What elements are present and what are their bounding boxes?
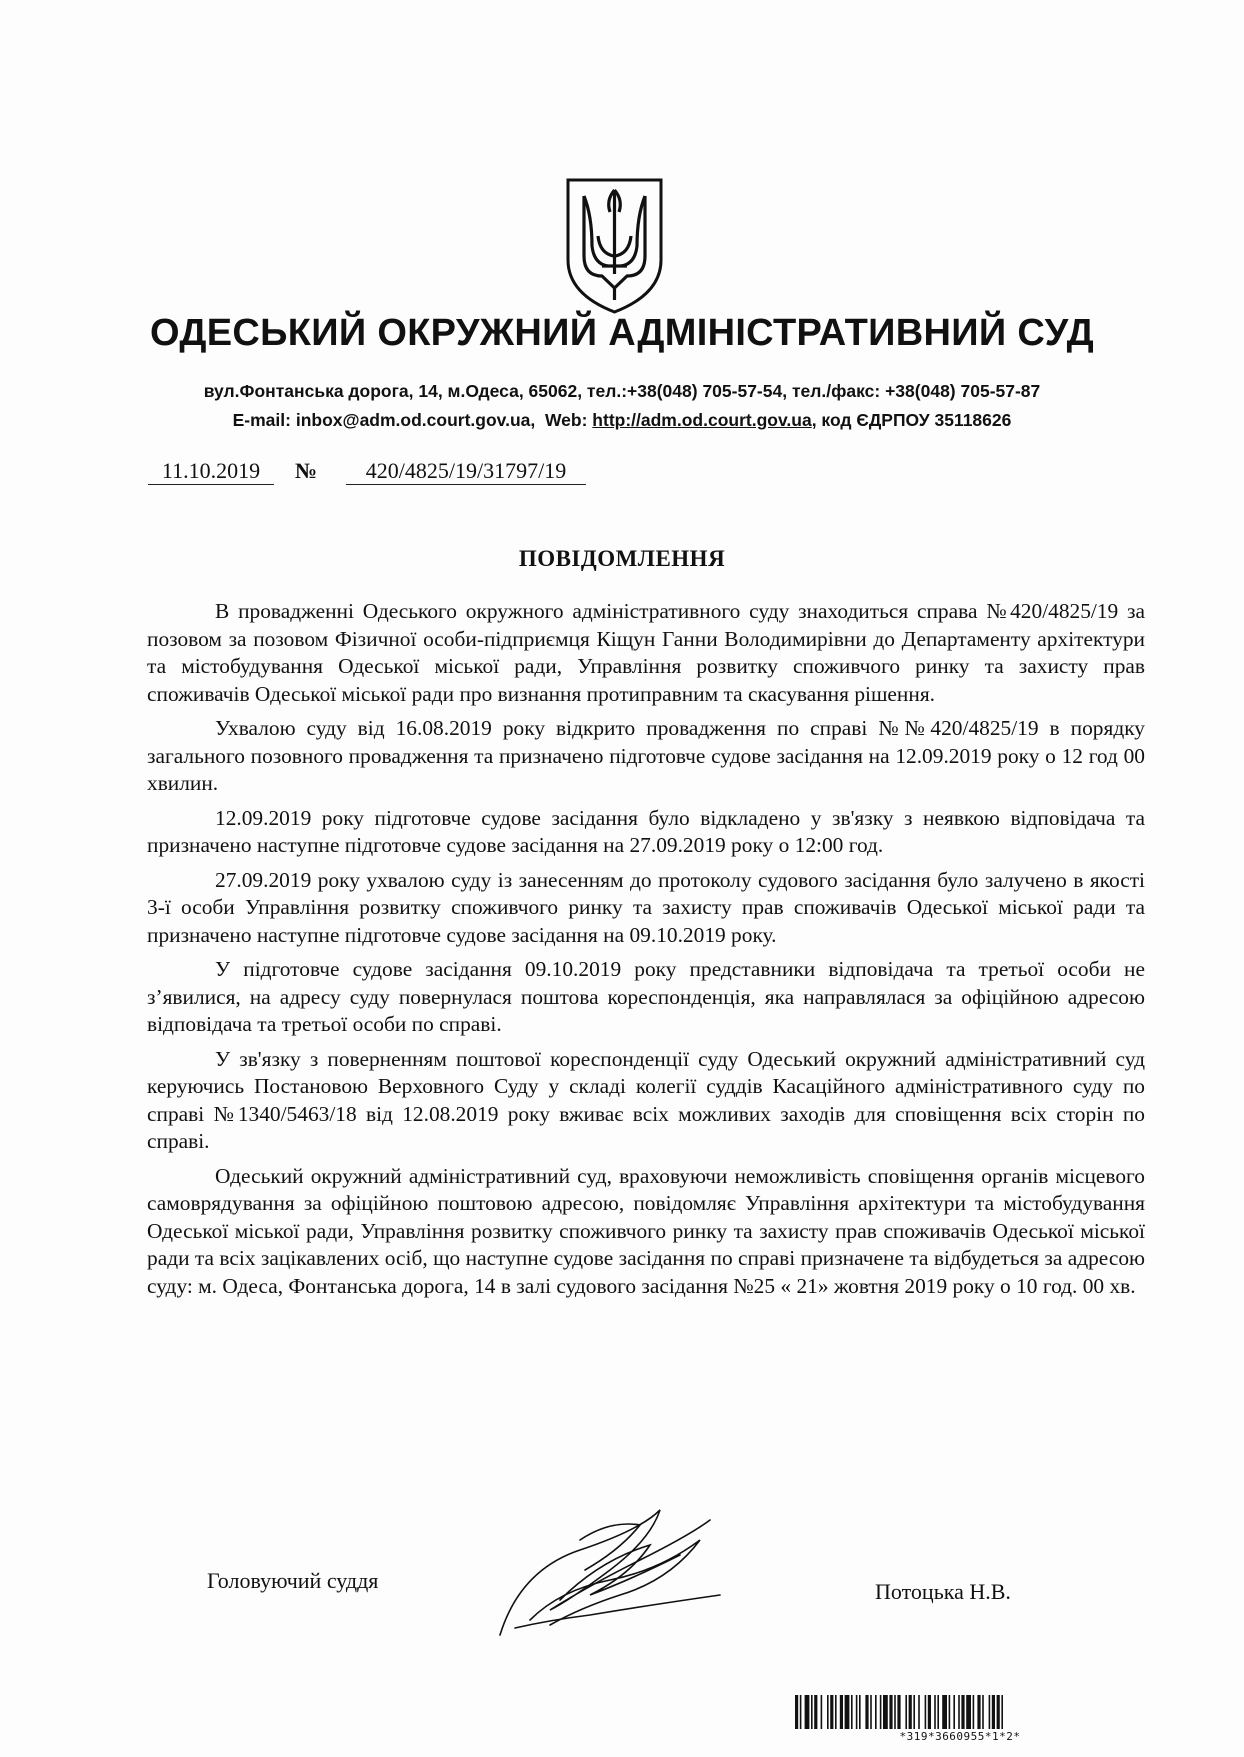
signatory-name: Потоцька Н.В. [875, 1579, 1011, 1604]
court-email: inbox@adm.od.court.gov.ua, [295, 410, 536, 430]
edrpou-code: , код ЄДРПОУ 35118626 [811, 410, 1012, 430]
barcode-text: *319*3660955*1*2* [899, 1730, 1021, 1743]
body-paragraph: Ухвалою суду від 16.08.2019 року відкрито провадження по справі №№420/4825/19 в порядку загального позовного провадження та призначено підготовче судове засідання на 12.09.2019 року о 12 год 00 хвилин. [147, 716, 1145, 795]
body-paragraph: 12.09.2019 року підготовче судове засідання було відкладено у зв'язку з неявкою відповідача та призначено наступне підготовче судове засідання на 27.09.2019 року о 12:00 год. [147, 805, 1145, 857]
signatory-role: Головуючий суддя [207, 1568, 379, 1593]
body-paragraph: В провадженні Одеського окружного адміністративного суду знаходиться справа №420/4825/19 за позовом за позовом Фізичної особи-підприємця Кіщун Ганни Володимирівни до Департаменту архітектури та містобудування Одеської міської ради, Управління розвитку споживчого ринку та захисту прав споживачів Одеської міської ради про визнання протиправним та скасування рішення. [147, 599, 1145, 706]
court-website-link[interactable]: http://adm.od.court.gov.ua [592, 410, 812, 430]
barcode-icon [795, 1695, 1125, 1729]
document-number: 420/4825/19/31797/19 [346, 458, 586, 485]
body-paragraph: 27.09.2019 року ухвалою суду із занесенням до протоколу судового засідання було залучено в якості 3-ї особи Управління розвитку споживчого ринку та захисту прав споживачів Одеської міської ради та призначено наступне підготовче судове засідання на 09.10.2019 року. [147, 867, 1145, 947]
court-address: вул.Фонтанська дорога, 14, м.Одеса, 65062, тел.:+38(048) 705-57-54, тел./факс: +38(048) 705-57-87 [203, 381, 1041, 401]
court-contacts [0, 410, 1244, 431]
body-paragraph: Одеський окружний адміністративний суд, враховуючи неможливість сповіщення органів місцевого самоврядування за офіційною поштовою адресою, повідомляє Управління архітектури та містобудування Одеської міської ради, Управління розвитку споживчого ринку та захисту прав споживачів Одеської міської ради та всіх зацікавлених осіб, що наступне судове засідання по справі призначене та відбудеться за адресою суду: м. Одеса, Фонтанська дорога, 14 в залі судового засідання №25 « 21» жовтня 2019 року о 10 год. 00 хв. [147, 1163, 1145, 1298]
document-date: 11.10.2019 [148, 458, 274, 485]
handwritten-signature-icon [490, 1500, 730, 1650]
body-paragraph: У зв'язку з поверненням поштової кореспонденції суду Одеський окружний адміністративний суд керуючись Постановою Верховного Суду у складі колегії суддів Касаційного адміністративного суду по справі №1340/5463/18 від 12.08.2019 року вживає всіх можливих заходів для сповіщення всіх сторін по справі. [147, 1046, 1145, 1153]
coat-of-arms-icon [562, 176, 667, 316]
document-heading: ПОВІДОМЛЕННЯ [518, 546, 726, 571]
email-label: E-mail: [232, 410, 296, 430]
body-paragraph: У підготовче судове засідання 09.10.2019 року представники відповідача та третьої особи не з’явилися, на адресу суду повернулася поштова кореспонденція, яка направлялася за офіційною адресою відповідача та третьої особи по справі. [147, 957, 1145, 1036]
document-body [147, 598, 1145, 1307]
number-sign: № [295, 458, 318, 483]
web-label: Web: [544, 410, 593, 430]
court-name: ОДЕСЬКИЙ ОКРУЖНИЙ АДМІНІСТРАТИВНИЙ СУД [150, 312, 1094, 354]
